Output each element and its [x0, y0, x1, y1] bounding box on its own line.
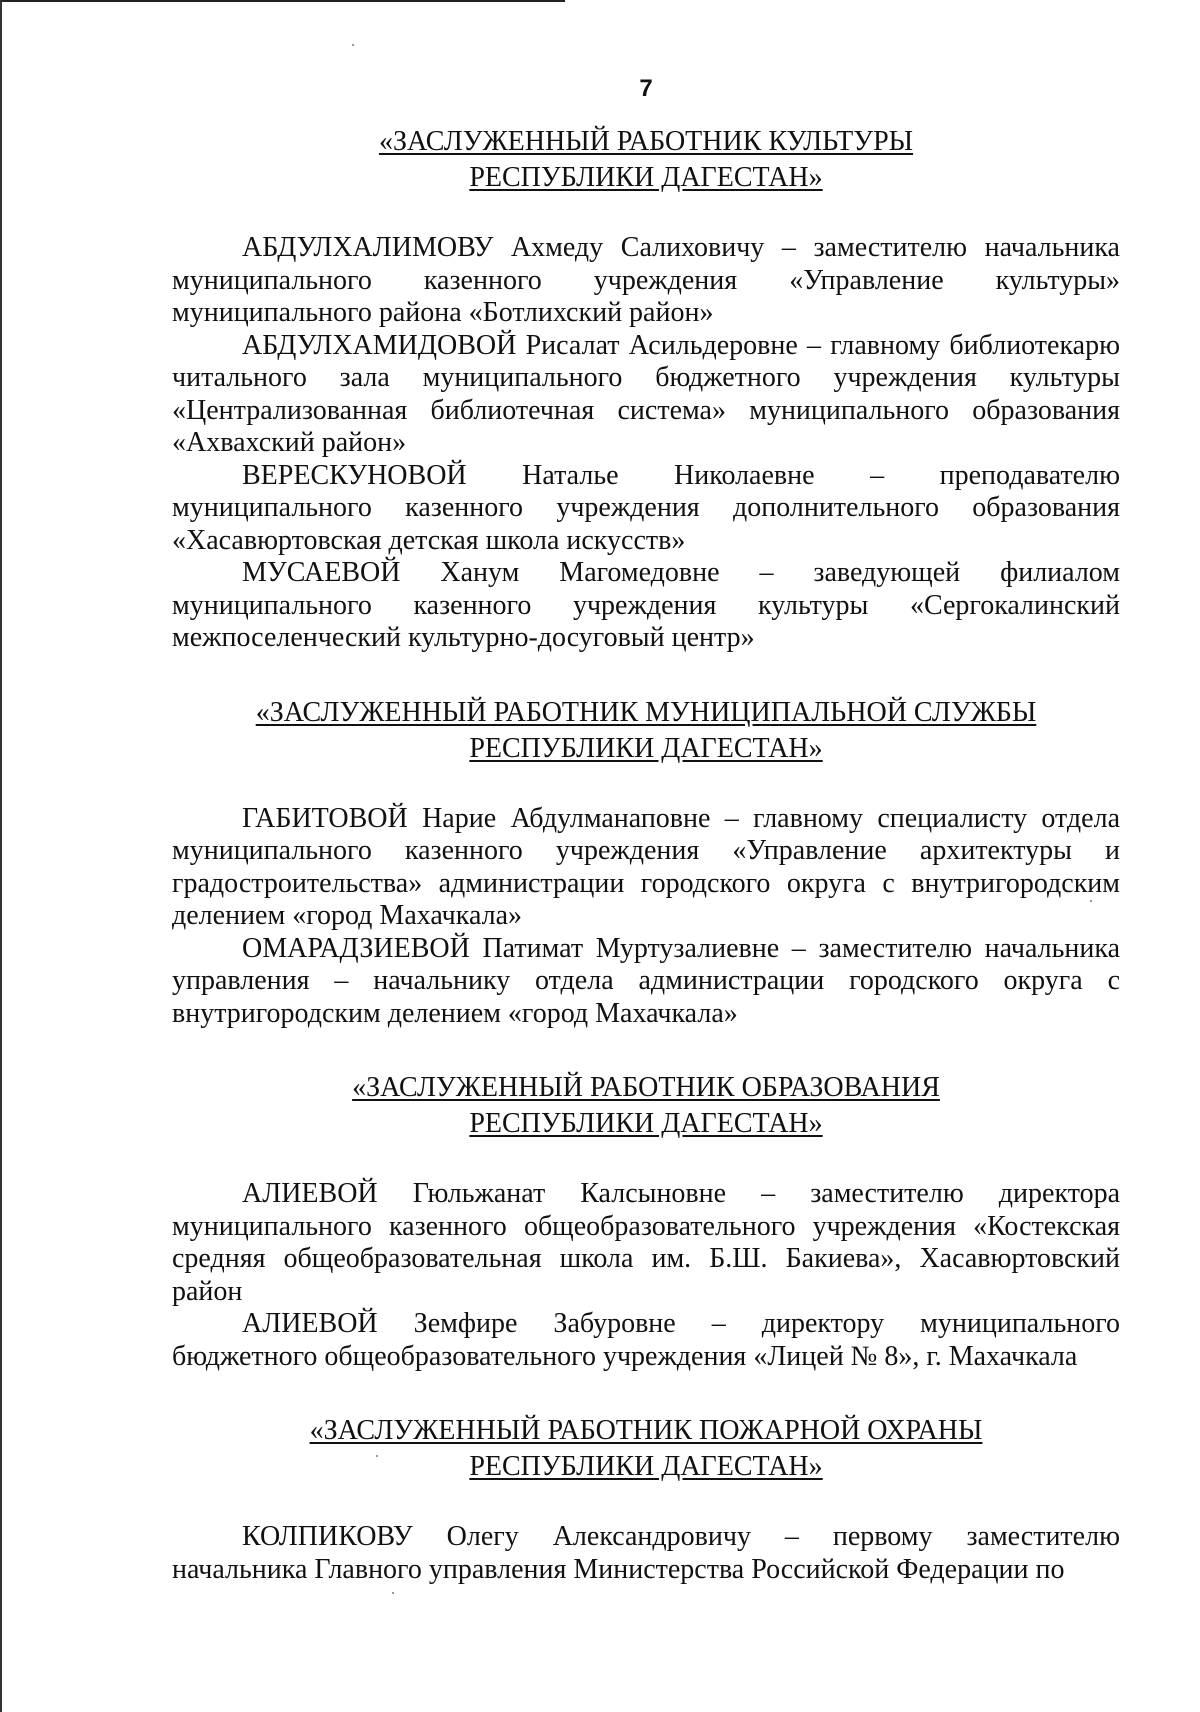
section-title-line-2: РЕСПУБЛИКИ ДАГЕСТАН»	[469, 1451, 823, 1482]
document-page	[172, 72, 1120, 1586]
award-list	[172, 1178, 1120, 1373]
award-entry: АБДУЛХАЛИМОВУ Ахмеду Салиховичу – заместителю начальника муниципального казенного учреждения «Управление культуры» муниципального района «Ботлихский район»	[172, 232, 1120, 328]
award-entry: ОМАРАДЗИЕВОЙ Патимат Муртузалиевне – заместителю начальника управления – начальнику отдела администрации городского округа с внутригородским делением «город Махачкала»	[172, 932, 1120, 1029]
award-list	[172, 1521, 1120, 1586]
section-title-line-1: «ЗАСЛУЖЕННЫЙ РАБОТНИК ПОЖАРНОЙ ОХРАНЫ	[309, 1415, 983, 1446]
scan-border-top	[0, 0, 565, 2]
award-list	[172, 232, 1120, 655]
section-spacer	[172, 655, 1120, 695]
section-culture	[172, 124, 1120, 655]
section-title	[172, 1070, 1120, 1142]
page-number: 7	[639, 75, 653, 102]
section-title	[172, 124, 1120, 196]
award-entry: АЛИЕВОЙ Земфире Забуровне – директору муниципального бюджетного общеобразовательного учреждения «Лицей № 8», г. Махачкала	[172, 1308, 1120, 1372]
award-entry: МУСАЕВОЙ Ханум Магомедовне – заведующей филиалом муниципального казенного учреждения культуры «Сергокалинский межпоселенческий культурно-досуговый центр»	[172, 557, 1120, 653]
award-entry: АБДУЛХАМИДОВОЙ Рисалат Асильдеровне – главному библиотекарю читального зала муниципального бюджетного учреждения культуры «Централизованная библиотечная система» муниципального образования «Ахвахский район»	[172, 329, 1120, 458]
section-fire-protection	[172, 1413, 1120, 1586]
section-title-line-1: «ЗАСЛУЖЕННЫЙ РАБОТНИК КУЛЬТУРЫ	[378, 126, 914, 157]
scan-speck	[392, 1592, 394, 1594]
award-entry: АЛИЕВОЙ Гюльжанат Калсыновне – заместителю директора муниципального казенного общеобразовательного учреждения «Костекская средняя общеобразовательная школа им. Б.Ш. Бакиева», Хасавюртовский район	[172, 1178, 1120, 1307]
section-title	[172, 695, 1120, 767]
award-list	[172, 803, 1120, 1031]
award-entry: КОЛПИКОВУ Олегу Александровичу – первому заместителю начальника Главного управления Министерства Российской Федерации по	[172, 1521, 1120, 1585]
section-spacer	[172, 1030, 1120, 1070]
section-title-line-2: РЕСПУБЛИКИ ДАГЕСТАН»	[469, 1108, 823, 1139]
section-title	[172, 1413, 1120, 1485]
section-title-line-1: «ЗАСЛУЖЕННЫЙ РАБОТНИК ОБРАЗОВАНИЯ	[352, 1072, 940, 1103]
scan-border-left	[0, 0, 2, 1712]
section-education	[172, 1070, 1120, 1373]
section-title-line-2: РЕСПУБЛИКИ ДАГЕСТАН»	[469, 732, 823, 764]
scan-speck	[352, 44, 354, 46]
scan-speck	[376, 1455, 378, 1457]
award-entry: ГАБИТОВОЙ Нарие Абдулманаповне – главному специалисту отдела муниципального казенного учреждения «Управление архитектуры и градостроительства» администрации городского округа с внутригородским делением «город Махачкала»	[172, 802, 1120, 931]
section-municipal-service	[172, 695, 1120, 1031]
scan-speck	[1090, 900, 1092, 902]
section-spacer	[172, 1373, 1120, 1413]
section-title-line-2: РЕСПУБЛИКИ ДАГЕСТАН»	[469, 162, 823, 193]
section-title-line-1: «ЗАСЛУЖЕННЫЙ РАБОТНИК МУНИЦИПАЛЬНОЙ СЛУЖБЫ	[255, 696, 1037, 728]
award-entry: ВЕРЕСКУНОВОЙ Наталье Николаевне – преподавателю муниципального казенного учреждения дополнительного образования «Хасавюртовская детская школа искусств»	[172, 459, 1120, 556]
